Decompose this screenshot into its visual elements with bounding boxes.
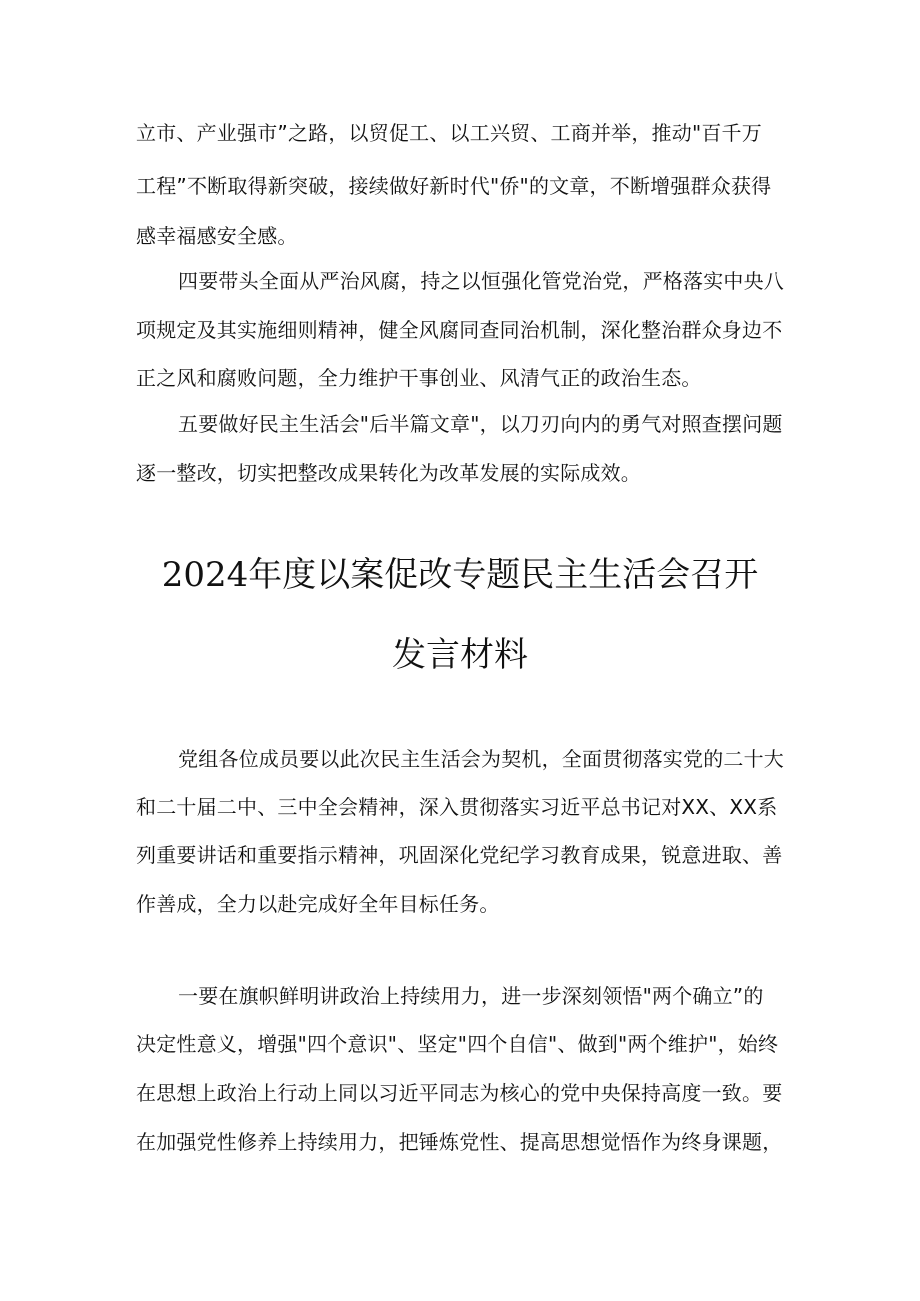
paragraph-line: 作善成，全力以赴完成好全年目标任务。	[136, 892, 500, 916]
paragraph-line: 感幸福感安全感。	[136, 224, 298, 248]
paragraph-line: 一要在旗帜鲜明讲政治上持续用力，进一步深刻领悟"两个确立”的	[178, 984, 764, 1008]
paragraph-line: 立市、产业强市”之路，以贸促工、以工兴贸、工商并举，推动"百千万	[136, 121, 762, 145]
paragraph-line: 在思想上政治上行动上同以习近平同志为核心的党中央保持高度一致。要	[136, 1081, 783, 1105]
title-line-2: 发言材料	[392, 635, 528, 675]
paragraph-line: 党组各位成员要以此次民主生活会为契机，全面贯彻落实党的二十大	[178, 747, 784, 771]
paragraph-line: 项规定及其实施细则精神，健全风腐同查同治机制，深化整治群众身边不	[136, 318, 783, 342]
title-line-1: 2024年度以案促改专题民主生活会召开	[161, 555, 759, 595]
paragraph-line: 列重要讲话和重要指示精神，巩固深化党纪学习教育成果，锐意进取、善	[136, 843, 783, 867]
paragraph-line: 工程”不断取得新突破，接续做好新时代"侨"的文章，不断增强群众获得	[136, 174, 772, 198]
paragraph-line: 决定性意义，增强"四个意识"、坚定"四个自信"、做到"两个维护"，始终	[136, 1032, 779, 1056]
paragraph-line: 五要做好民主生活会"后半篇文章"，以刀刃向内的勇气对照查摆问题	[178, 412, 783, 436]
paragraph-line: 四要带头全面从严治风腐，持之以恒强化管党治党，严格落实中央八	[178, 269, 784, 293]
paragraph-line: 正之风和腐败问题，全力维护干事创业、风清气正的政治生态。	[136, 366, 702, 390]
paragraph-line: 在加强党性修养上持续用力，把锤炼党性、提高思想觉悟作为终身课题，	[136, 1130, 783, 1154]
paragraph-line: 和二十届二中、三中全会精神，深入贯彻落实习近平总书记对XX、XX系	[136, 795, 778, 819]
paragraph-line: 逐一整改，切实把整改成果转化为改革发展的实际成效。	[136, 461, 641, 485]
